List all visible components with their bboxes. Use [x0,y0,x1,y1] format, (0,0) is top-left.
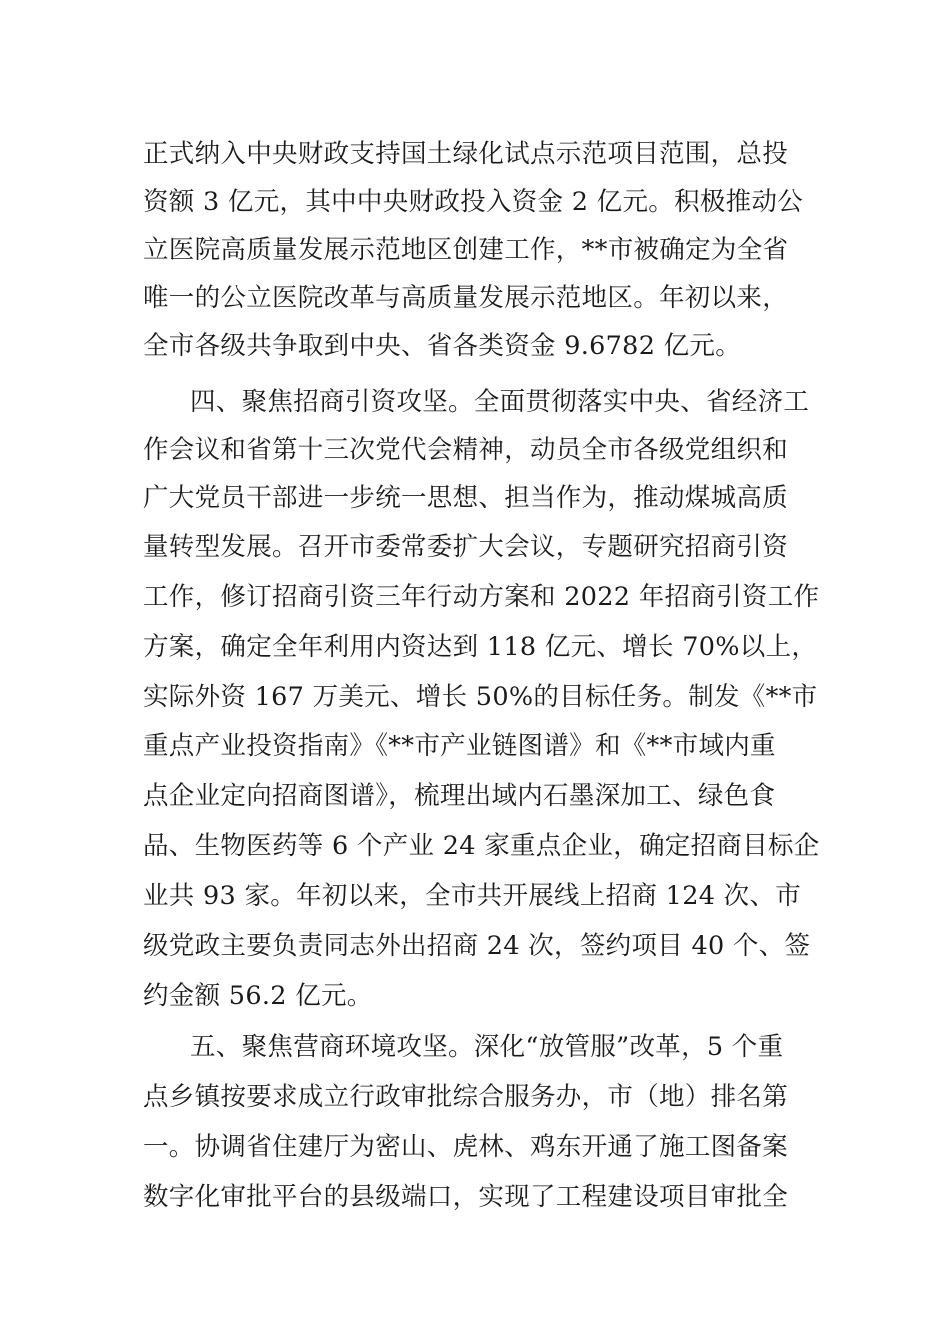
paragraph-3-line-4: 数字化审批平台的县级端口，实现了工程建设项目审批全 [143,1182,789,1212]
paragraph-2-line-9: 点企业定向招商图谱》，梳理出域内石墨深加工、绿色食 [143,781,776,811]
paragraph-2-line-3: 广大党员干部进一步统一思想、担当作为，推动煤城高质 [143,483,789,513]
paragraph-2-line-12: 级党政主要负责同志外出招商 24 次，签约项目 40 个、签 [143,931,811,961]
paragraph-3-line-3: 一。协调省住建厅为密山、虎林、鸡东开通了施工图备案 [143,1132,789,1162]
paragraph-2-line-1: 四、聚焦招商引资攻坚。全面贯彻落实中央、省经济工 [190,387,810,417]
paragraph-2-line-10: 品、生物医药等 6 个产业 24 家重点企业，确定招商目标企 [143,831,820,861]
paragraph-3-line-2: 点乡镇按要求成立行政审批综合服务办，市（地）排名第 [143,1082,789,1112]
paragraph-1-line-5: 全市各级共争取到中央、省各类资金 9.6782 亿元。 [143,331,742,361]
paragraph-1-line-1: 正式纳入中央财政支持国土绿化试点示范项目范围，总投 [143,139,789,169]
paragraph-1-line-2: 资额 3 亿元，其中中央财政投入资金 2 亿元。积极推动公 [143,187,804,217]
paragraph-2-line-7: 实际外资 167 万美元、增长 50%的目标任务。制发《**市 [143,682,818,712]
paragraph-2-line-5: 工作，修订招商引资三年行动方案和 2022 年招商引资工作 [143,582,820,612]
paragraph-1-line-3: 立医院高质量发展示范地区创建工作，**市被确定为全省 [143,235,789,265]
paragraph-2-line-11: 业共 93 家。年初以来，全市共开展线上招商 124 次、市 [143,881,802,911]
paragraph-2-line-6: 方案，确定全年利用内资达到 118 亿元、增长 70%以上， [143,632,818,662]
paragraph-2-line-4: 量转型发展。召开市委常委扩大会议，专题研究招商引资 [143,532,789,562]
paragraph-2-line-8: 重点产业投资指南》《**市产业链图谱》和《**市域内重 [143,731,776,761]
paragraph-2-line-13: 约金额 56.2 亿元。 [143,981,373,1011]
paragraph-3-line-1: 五、聚焦营商环境攻坚。深化“放管服”改革，5 个重 [190,1032,784,1062]
paragraph-2-line-2: 作会议和省第十三次党代会精神，动员全市各级党组织和 [143,435,789,465]
paragraph-1-line-4: 唯一的公立医院改革与高质量发展示范地区。年初以来， [143,283,789,313]
